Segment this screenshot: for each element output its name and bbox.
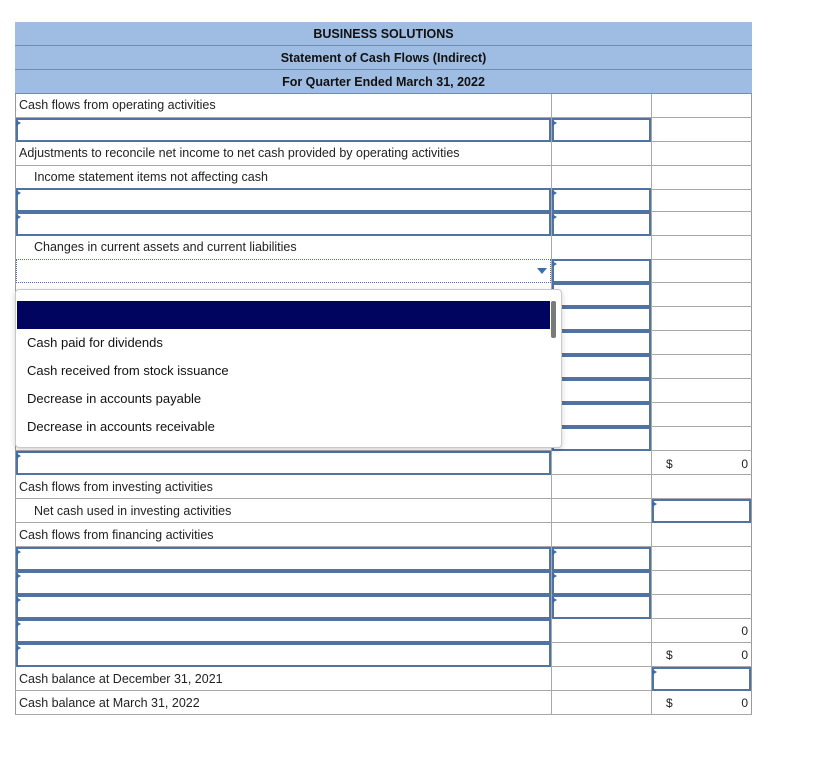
input-marker-icon [552, 261, 557, 267]
financing-item-input-2[interactable] [16, 571, 551, 595]
input-marker-icon [16, 597, 21, 603]
income-item-input-2[interactable] [16, 212, 551, 236]
operating-item-input[interactable] [16, 118, 551, 142]
cash-end-currency: $ [666, 696, 673, 710]
changes-item-dropdown[interactable] [16, 259, 551, 283]
input-marker-icon [16, 190, 21, 196]
dropdown-option-selected[interactable] [17, 301, 550, 329]
statement-title-header: Statement of Cash Flows (Indirect) [15, 46, 752, 70]
financing-item-input-3[interactable] [16, 595, 551, 619]
income-item-input-1[interactable] [16, 188, 551, 212]
cash-end-label: Cash balance at March 31, 2022 [19, 696, 200, 710]
company-name-header: BUSINESS SOLUTIONS [15, 22, 752, 46]
input-marker-icon [16, 573, 21, 579]
dropdown-scrollbar[interactable] [551, 301, 556, 338]
operating-total-value: 0 [741, 457, 748, 471]
financing-amount-input-1[interactable] [552, 547, 651, 571]
net-change-value: 0 [741, 648, 748, 662]
changes-amount-input-8[interactable] [552, 427, 651, 451]
operating-amount-input[interactable] [552, 118, 651, 142]
chevron-down-icon[interactable] [537, 268, 547, 274]
dropdown-option[interactable]: Decrease in accounts receivable [27, 419, 215, 434]
income-amount-input-2[interactable] [552, 212, 651, 236]
income-items-label: Income statement items not affecting cash [34, 170, 268, 184]
input-marker-icon [16, 120, 21, 126]
dropdown-option[interactable]: Cash received from stock issuance [27, 363, 229, 378]
financing-amount-input-2[interactable] [552, 571, 651, 595]
financing-item-input-1[interactable] [16, 547, 551, 571]
cash-begin-amount-input[interactable] [652, 667, 751, 691]
dropdown-option[interactable]: Decrease in accounts payable [27, 391, 202, 406]
financing-total-value: 0 [741, 624, 748, 638]
cash-begin-label: Cash balance at December 31, 2021 [19, 672, 223, 686]
financing-total-label-input[interactable] [16, 619, 551, 643]
input-marker-icon [16, 214, 21, 220]
investing-activities-label: Cash flows from investing activities [19, 480, 213, 494]
changes-amount-input-4[interactable] [552, 331, 651, 355]
net-investing-amount-input[interactable] [652, 499, 751, 523]
changes-amount-input-6[interactable] [552, 379, 651, 403]
cash-end-value: 0 [741, 696, 748, 710]
changes-amount-input-2[interactable] [552, 283, 651, 307]
period-header: For Quarter Ended March 31, 2022 [15, 70, 752, 94]
changes-amount-input-3[interactable] [552, 307, 651, 331]
input-marker-icon [652, 501, 657, 507]
net-change-label-input[interactable] [16, 643, 551, 667]
operating-total-currency: $ [666, 457, 673, 471]
input-marker-icon [552, 573, 557, 579]
input-marker-icon [552, 190, 557, 196]
input-marker-icon [552, 597, 557, 603]
input-marker-icon [16, 453, 21, 459]
changes-label: Changes in current assets and current liabilities [34, 240, 297, 254]
financing-activities-label: Cash flows from financing activities [19, 528, 214, 542]
input-marker-icon [552, 120, 557, 126]
net-change-currency: $ [666, 648, 673, 662]
input-marker-icon [552, 549, 557, 555]
changes-amount-input-7[interactable] [552, 403, 651, 427]
adjustments-label: Adjustments to reconcile net income to net cash provided by operating activities [19, 146, 460, 160]
input-marker-icon [552, 214, 557, 220]
input-marker-icon [16, 549, 21, 555]
net-investing-label: Net cash used in investing activities [34, 504, 232, 518]
income-amount-input-1[interactable] [552, 188, 651, 212]
financing-amount-input-3[interactable] [552, 595, 651, 619]
changes-amount-input-5[interactable] [552, 355, 651, 379]
input-marker-icon [16, 645, 21, 651]
dropdown-option[interactable]: Cash paid for dividends [27, 335, 163, 350]
changes-amount-input-1[interactable] [552, 259, 651, 283]
input-marker-icon [16, 621, 21, 627]
operating-activities-label: Cash flows from operating activities [19, 98, 216, 112]
operating-total-label-input[interactable] [16, 451, 551, 475]
input-marker-icon [652, 669, 657, 675]
